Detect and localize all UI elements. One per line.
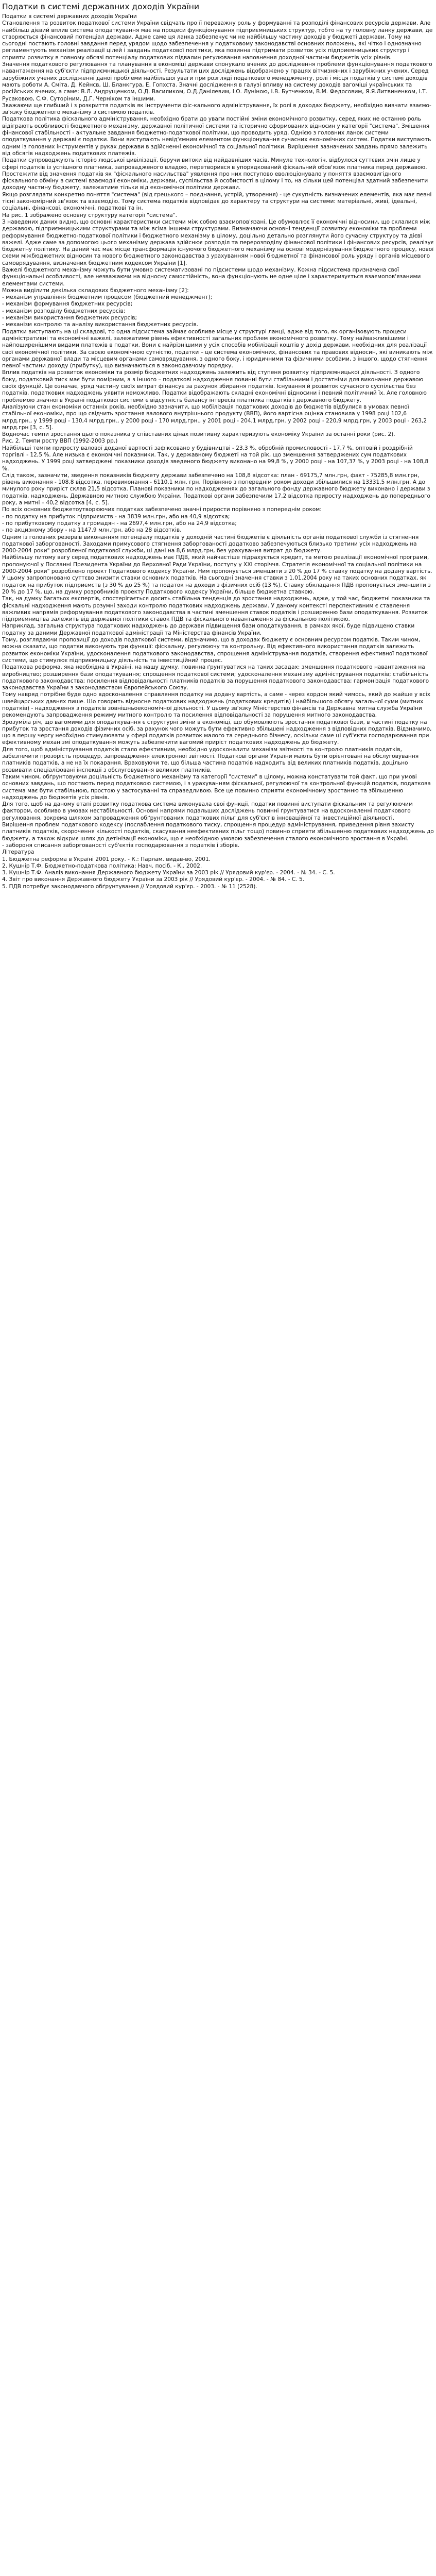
paragraph: Рис. 2. Темпи росту ВВП (1992-2003 рр.) (2, 438, 118, 445)
paragraph: Наприклад, загальна структура податкових надходжень до держави підвищення бази оподаткування, в рамках якої, буде підвищено ставки податку за даними Державної податкової адміністрації та Міністерства фінансів України. (2, 623, 415, 636)
paragraph: Таким чином, обґрунтовуючи доцільність бюджетного механізму та категорії "системи" в цілому, можна констатувати той факт, що при умові основних завдань, що постають перед податковою системою, і з урахуванням фіскальної, регулюючої та контрольної функцій податків, податкова система має бути стабільною, простою у застосуванні та справедливою. Все це повинно сприяти економічному зростанню та збільшенню надходжень до бюджетів усіх рівнів. (2, 773, 431, 801)
paragraph: Одним із головних резервів виконанням потенціалу податків у доходній частині бюджетів є діяльність органів податкової служби із стягнення податкової заборгованості. Заходами примусового стягнення заборгованості додатково забезпечуються близько третини усіх надходжень на 2000-2004 роки" розробленої податкової служби, ці дані на 8,6 млрд.грн, без урахування витрат до бюджету. (2, 534, 419, 554)
paragraph: Аналізуючи стан економіки останніх років, необхідно зазначити, що мобілізація податкових доходів до бюджетів відбулися в умовах певної стабільної економіки, про що свідчить зростання валового внутрішнього продукту (ВВП), його вартісна оцінка становила у 1998 році 102,6 млрд.грн., у 1999 році - 130,4 млрд.грн., у 2000 році - 170 млрд.грн., у 2001 році - 204,1 млрд.грн. у 2002 році - 220,9 млрд.грн, у 2003 році - 263,2 млрд.грн [3, с. 5]. (2, 403, 427, 431)
paragraph: - по акцизному збору - на 1147,9 млн.грн, або на 28 відсотків. (2, 527, 182, 534)
paragraph: - механізм використання бюджетних ресурсів; (2, 315, 137, 321)
paragraph: - по прибутковому податку з громадян - на 2697,4 млн.грн, або на 24,9 відсотка; (2, 520, 237, 527)
paragraph: Податки виступають на ці складові, то одна підсистема займає особливе місце у структурі ланці, адже від того, як організовують процеси адміністративні та економічні важелі, залежатиме рівень ефективності загальних проблем економічного розвитку. Тому найважливішими і найпоширенішими видами платежів в податки. Вони є найрізнішими у усіх способів мобілізації коштів у дохід держави, необхідних для реалізації свої економічної політики. За своєю економічною сутністю, податки – це система економічних, фінансових та правових відносин, які виникають між органами державної влади та місцевим органами самоврядування, з одного боку, і юридичними та фізичними особами, з іншого, щодо стягнення певної частини доходу (прибутку), що визначаються в законодавчому порядку. (2, 328, 433, 369)
paragraph: Якщо розглядати конкретно поняття "система" (від грецького – поєднання, устрій, утворення) - це сукупність визначених елементів, яка має певні тісні закономірний зв'язок та взаємодію. Тому система податків відповідає до характеру та структури на системи: матеріальні, живі, ідеальні, соціальні, фінансові, економічні, податкові та ін. (2, 191, 432, 212)
paragraph: Література (2, 849, 34, 856)
paragraph: Для того, щоб на даному етапі розвитку податкова система виконувала свої функції, податки повинні виступати фіскальним та регулюючим фактором, особливо в умовах нестабільності. Основні напрями подальших досліджень повинні ґрунтуватися на вдосконаленні податкового регулювання, зокрема шляхом запровадження обґрунтованих податкових пільг для суб'єктів інноваційної та інвестиційної діяльності. (2, 801, 413, 821)
paragraph: - механізм управління бюджетним процесом (бюджетний менеджмент); (2, 294, 213, 301)
paragraph: Вирішення проблем податкового кодексу (послаблення податкового тиску, спрощення процедур адміністрування, приведення рівня захисту платників податків, скорочення кількості податків, скасування неефективних пільг тощо) повинно сприяти збільшенню податкових надходжень до бюджету, а також відкриє шлях до детінізації економіки, що є необхідною умовою забезпечення сталого економічного зростання в Україні. (2, 822, 434, 842)
paragraph: Найбільшу питому вагу серед податкових надходжень має ПДВ, який найчастіше підрахується кредит, та метою реалізації економічної програми, пропонуючої у Посланні Президента України до Верховної Ради України, поступу у ХХІ сторіччя. Стратегія економічної та соціальної політики на 2000-2004 роки" розроблено проект Податкового кодексу України. Ним пропонується зменшити з 20 % до 17 % ставку податку на додану вартість. У цьому запропоновано суттєво знизити ставки основних податків. На сьогодні значення ставки з 1.01.2004 року на таких основних податках, як податок на прибуток підприємств (з 30 % до 25 %) та податок на доходи з фізичних осіб (13 %). Ставку обкладання ПДВ пропонується зменшити з 20 % до 17 %, що, на думку розробників проекту Податкового кодексу України, більше бюджетна ставкою. (2, 554, 432, 595)
paragraph: Зважаючи ще глибший і з розкриття податків як інструменти фіс-кального адміністрування, їх ролі в доходах бюджету, необхідно вивчати взаємо-зв'язку бюджетного механізму з системою податків. (2, 102, 431, 116)
paragraph: 1. Бюджетна реформа в Україні 2001 року. - К.: Парлам. видав-во, 2001. (2, 856, 211, 862)
paragraph: Податкова реформа, яка необхідна в Україні, на нашу думку, повинна ґрунтуватися на таких засадах: зменшення податкового навантаження на виробництво; розширення бази оподаткування; спрощення податкової системи; удосконалення механізму адміністрування податків; стабільність податкового законодавства; посилення відповідальності платників податків за порушення податкового законодавства; гармонізація податкового законодавства України з законодавством Європейського Союзу. (2, 664, 429, 691)
paragraph: - механізм контролю та аналізу використання бюджетних ресурсів. (2, 321, 199, 328)
paragraph: Можна виділити декілька складових бюджетного механізму [2]: (2, 287, 189, 294)
paragraph: На рис. 1 зображено основну структуру категорії "система". (2, 212, 177, 218)
paragraph: З наведених даних видно, що основні характеристики системи між собою взаємопов'язані. Це обумовлює її економічні відносини, що склалися між державою, підприємницькими структурами та між всіма іншими структурами. Визначаючи основні тенденції розвитку економіки та проблеми реформування бюджетно-податкової політики і бюджетного механізму в цілому, доцільно детально розглянути його сучасну структуру та дієві важелі. Адже саме за допомогою цього механізму держава здійснює розподіл та перерозподілу фінансової політики і фінансових ресурсів, реалізує бюджетну політику. На даний час має місце трансформація існуючого бюджетного механізму на основі модернізування бюджетного процесу, нової схеми міжбюджетних відносин та нового бюджетного законодавства з урахуванням нової бюджетної та фінансової роль уряду і органів місцевого самоврядування, визначених бюджетним кодексом України [1]. (2, 218, 434, 266)
paragraph: - механізм розподілу бюджетних ресурсів; (2, 308, 126, 314)
paragraph: Важелі бюджетного механізму можуть бути умовно систематизовані по підсистеми щодо механізму. Кожна підсистема призначена свої функціональні особливості, але незважаючи на відносну самостійність, вона функціонують не одне ціле і характеризується взаємопов'язаними елементами системи. (2, 266, 421, 287)
paragraph: - по податку на прибуток підприємств - на 3839 млн.грн, або на 40,9 відсотка; (2, 513, 230, 520)
paragraph: По всіх основних бюджетоутворюючих податках забезпечено значні прирости порівняно з попереднім роком: (2, 506, 322, 513)
paragraph: Зрозуміла річ, що вагомими для оподаткування є структурні зміни в економіці, що обумовлюють зростання податкової бази, в частині податку на прибуток та зростання доходів фізичних осіб, за рахунок чого можуть бути ефективно збільшені надходження з відповідних податків. Відзначимо, що в першу чергу необхідно стимулювати у сфері податків розвиток малого та середнього бізнесу, оскільки саме ці суб'єкти господарювання при ефективному механізмі оподаткування можуть забезпечити вагомий приріст податкових надходжень до бюджету. (2, 719, 432, 746)
paragraph: - механізм формування бюджетних ресурсів; (2, 301, 133, 308)
paragraph: Так, на думку багатьох експертів, спостерігається досить стабільна тенденція до зростання надходжень, адже, у той час, бюджетні показники та фіскальні надходження мають розумні заходи контролю податкових надходжень держави. У даному контексті перспективним є ставлення важливих напрямів реформування податкового законодавства в частині зменшення ставок податків і розширенню бази оподаткування. Розвиток підприємництва залежить від державної політики ставок ПДВ та фіскального навантаження за фіскальною політикою. (2, 596, 430, 623)
paragraph: Значення податкового регулювання та планування в економіці держави спонукало вчених до дослідження проблеми функціонування податкового навантаження на суб'єкти підприємницької діяльності. Результати цих досліджень відображено у працях вітчизняних і зарубіжних учених. Серед зарубіжних учених дослідженні даної проблеми найбільшої уваги при розгляді податкового менеджменту, ролі і місця податків у системі доходів мають роботи А. Сміта, Д. Кейнсв, Ш. Бланкгура, Е. Гопхста. Значні дослідження в галузі впливу на систему доходів вагоміші українських та російських вчених, а саме: В.Л. Андрущенком, О.Д. Василиком, О.Д.Данілевим, І.О. Луніною, І.В. Бутченком, В.М. Федосовим, Я.Я.Литвиненком, І.Т. Русаковою, С.Ф. Суторіним, Д.Г. Черніком та іншими. (2, 61, 432, 102)
paragraph: - забороня списання заборгованості суб'єктів господарювання з податків і зборів. (2, 842, 240, 849)
paragraph: Найбільші темпи приросту валової доданої вартості зафіксовано у будівництві - 23,3 %, обробній промисловості - 17,7 %, оптовій і роздрібній торгівлі - 12,5 %. Але низька є економічні показники. Так, у державному бюджеті на той рік, що зменшення затверджених сум податкових надходжень. У 1999 році затверджені показники доходів зведеного бюджету виконано на 99,8 %, у 2000 році - на 107,37 %, у 2003 році - на 108,8 %. (2, 445, 429, 472)
paragraph: Тому, розглядаючи пропозиції до доходів податкової системи, відзначимо, що в доходах бюджету є основним ресурсом податків. Таким чином, можна сказати, що податки виконують три функції: фіскальну, регулюючу та контрольну. Від ефективного використання податків залежить розвиток економіки України, удосконалення податкового законодавства, спрощення адміністрування податків, створення ефективної податкової системи, що стимулює підприємницьку діяльність та інвестиційний процес. (2, 637, 428, 664)
document-page (0, 0, 436, 893)
document-title: Податки в системі державних доходів України (2, 2, 200, 11)
paragraph: Податки супроводжують історію людської цивілізації, беручи витоки від найдавніших часів. Минуле технологіч. відбулося суттєвих змін лише у сфері податків із успішного платника, запровадженого владою, перетворився в упорядкований фіскальний обов'язок платника перед державою. Простежити від значення податків як "фіскального насильства" уявлення про них поступово еволюціонувало у поняття взаємовигідного фіскального обміну в системі взаємодії економіки, держави, суспільства й особистості в цілому і то, на сільки цей потенціал здатний забезпечити доходну частину бюджету, залежатиме тільки від економічної політики держави. (2, 157, 428, 191)
paragraph: Водночас темпи зростання цього показника у співставних цінах позитивну характеризують економіку України за останні роки (рис. 2). (2, 431, 395, 438)
paragraph: Тому навряд потрібне буде одно вдосконалення справляння податку на додану вартість, а саме - через кордон який чимось, який до жайше у всіх швейцарських давнях пише. Шо говорить відносне податкових надходжень (податкових кредитів) і найбільшого обсягу загальної суми (митних податків) - надходження з податків зовнішньоекономічної діяльності. У цьому зв'язку Міністерство фінансів та Державна митна служба України рекомендують запровадження режиму митного контролю та посилення відповідальності за порушення митного законодавства. (2, 691, 430, 719)
document-body (2, 13, 434, 890)
paragraph: Вплив податків на розвиток економіки та розмір бюджетних надходжень залежить від ступеня розвитку підприємницької діяльності. З одного боку, податковий тиск має бути помірним, а з іншого – податкові надходження повинні бути стабільними і достатніми для виконання державою своїх функцій. Це означає, уряд частину своїх витрат фінансує за рахунок збирання податків. Існування й розвиток сучасного суспільства без податків, податкових надходжень уявити неможливо. Податки відображають складні економічні відносини і певний політичний їх. Але головною проблемою значної в Україні податкової системи є відсутність балансу інтересів платника податків і державного бюджету. (2, 369, 427, 403)
paragraph: Для того, щоб адміністрування податків стало ефективним, необхідно удосконалити механізм звітності та контролю платників податків, забезпечити прозорість процедур, запровадження електронної звітності. Податкові органи України мають бути орієнтовані на обслуговування платників податків, а не на їх покарання. Враховуючи те, що більша частина податків надходить від великих платників податків, доцільно розвивати спеціалізовані інспекції з обслуговування великих платників. (2, 746, 419, 773)
paragraph: 3. Кушнір Т.Ф. Аналіз виконання Державного бюджету України за 2003 рік // Урядовий кур'єр. - 2004. - № 34. - С. 5. (2, 870, 335, 876)
paragraph: 2. Кушнір Т.Ф. Бюджетно-податкова політика: Навч. посіб. - К., 2002. (2, 862, 202, 869)
paragraph: Становлення та розвиток податкової системи України свідчать про її переважну роль у формуванні та розподілі фінансових ресурсів держави. Але найбільш дієвий вплив система оподаткування має на процеси функціонування підприємницьких структур, тобто на ту головну ланку держави, де створюється фінансовий потенціал держави. Адже саме ця ланка забезпечує чи не найбільшу частину доходів у бюджеті держави. Тому на сьогодні постають головні завдання перед урядом щодо забезпечення у податковому законодавстві основних положень, які чітко і однозначно регламентують механізм реалізації цілей і завдань податкової політики, яка повинна підтримати розвиток усіх підприємницьких структур і сприяти розвитку в повному обсязі потенціалу податкових підвалин регулювання наповнення доходної частини бюджетів усіх рівнів. (2, 20, 433, 61)
paragraph: Податки в системі державних доходів України (2, 13, 137, 20)
paragraph: 4. Звіт про виконання Державного бюджету України за 2003 рік // Урядовий кур'єр. - 2004. - № 84. - С. 5. (2, 876, 305, 883)
paragraph: Слід також, зазначити, зведення показників бюджету держави забезпечено на 108,8 відсотка: план - 69175,7 млн.грн, факт - 75285,8 млн.грн, рівень виконання - 108,8 відсотка, перевиконання - 6110,1 млн. грн. Порівняно з попереднім роком доходи збільшилися на 13331,5 млн.грн. А до минулого року приріст склав 21,5 відсотка. Планові показники по надходженнях до загального фонду державного бюджету виконано і держави з податків, надходжень, Державною митною службою України. Податкові органи забезпечили 17,2 відсотка приросту надходжень до попереднього року, а митні – 40,2 відсотка [4, с. 5]. (2, 472, 431, 506)
paragraph: 5. ПДВ потребує законодавчого обґрунтування // Урядовий кур'єр. - 2003. - № 11 (2528). (2, 883, 257, 890)
paragraph: Податкова політика фіскального адміністрування, необхідно брати до уваги постійні зміни економічного розвитку, серед яких не останню роль відіграють особливості бюджетного механізму, державної політичної системи та історично сформованих відносин у категорії "система". Змішення фінансової стабільності - актуальне завдання бюджетно-податкової політики, що проводить уряд. Однією з головних ланок системи оподаткування у державі є податки. Вони виступають невід'ємним елементом функціонування сучасних економічних систем. Податки виступають одним із головних інструментів у руках держави в здійсненні економічної та соціальної політики. Вирішення зазначених завдань прямо залежить від обсягів надходжень податкових платежів. (2, 116, 431, 157)
